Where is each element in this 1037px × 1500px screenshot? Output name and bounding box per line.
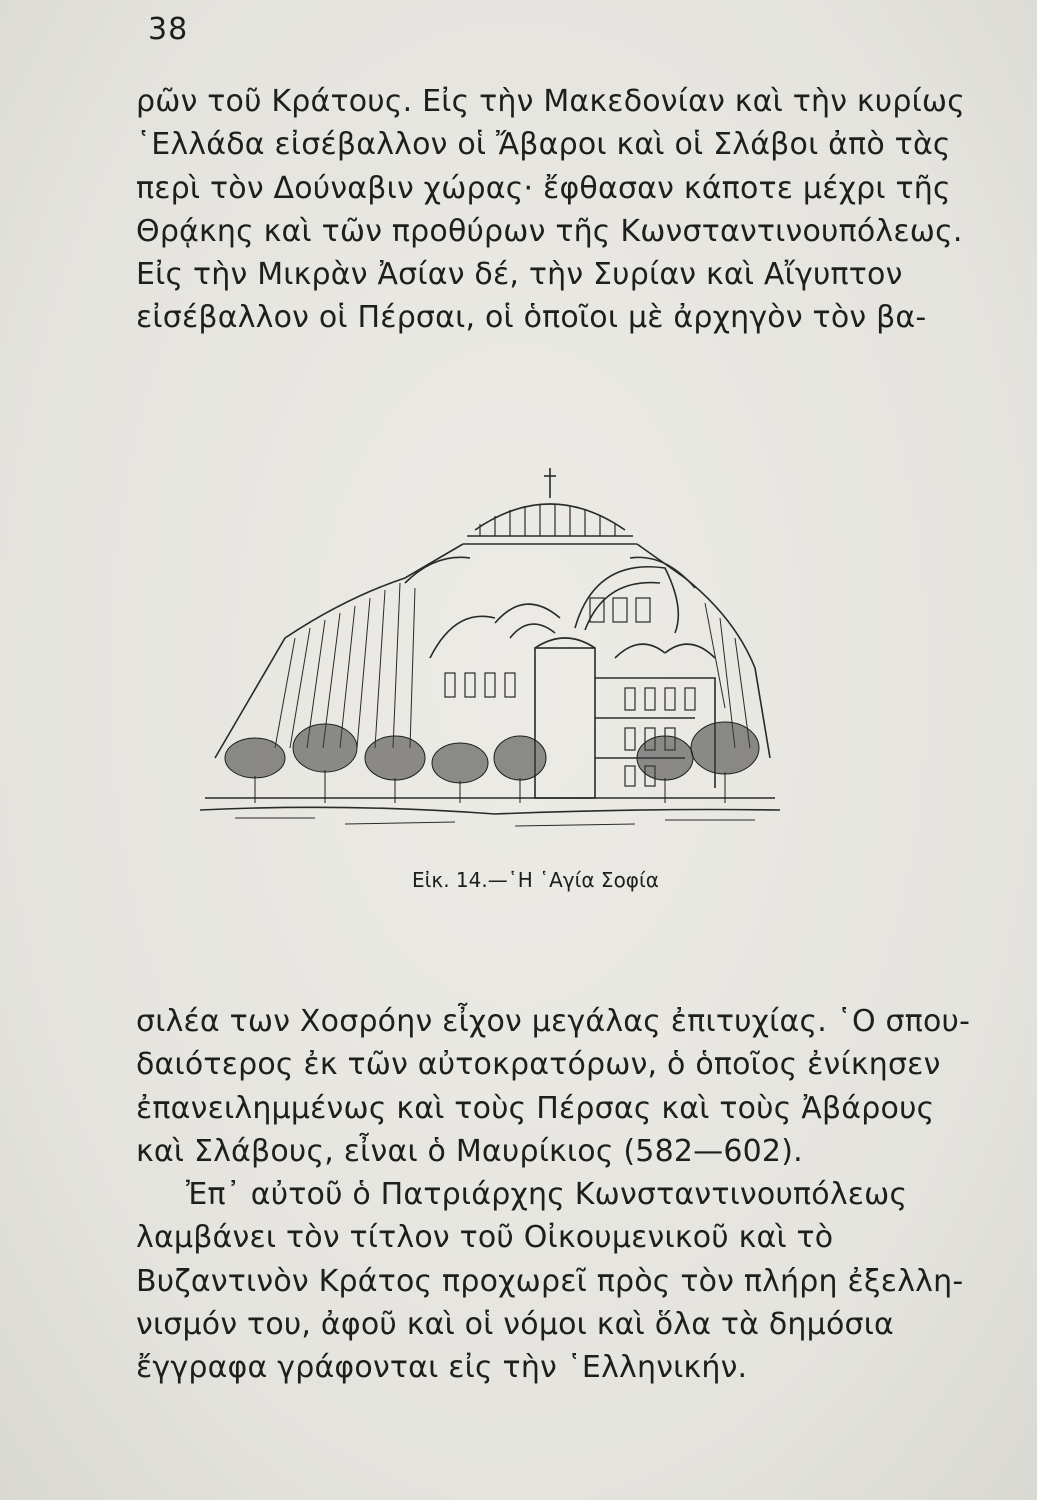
- text-line: δαιότερος ἐκ τῶν αὐτοκρατόρων, ὁ ὁποῖος ἐνίκησεν: [136, 1047, 941, 1083]
- hagia-sophia-illustration: [195, 458, 785, 858]
- top-paragraph: [136, 80, 1016, 340]
- text-line: Θρᾴκης καὶ τῶν προθύρων τῆς Κωνσταντινουπόλεως.: [136, 213, 963, 249]
- text-line: ἔγγραφα γράφονται εἰς τὴν ῾Ελληνικήν.: [136, 1350, 748, 1386]
- text-line: νισμόν του, ἀφοῦ καὶ οἱ νόμοι καὶ ὅλα τὰ δημόσια: [136, 1307, 895, 1343]
- text-line: Εἰς τὴν Μικρὰν Ἀσίαν δέ, τὴν Συρίαν καὶ Αἴγυπτον: [136, 257, 903, 293]
- text-line: λαμβάνει τὸν τίτλον τοῦ Οἰκουμενικοῦ καὶ τὸ: [136, 1220, 834, 1256]
- text-line: Βυζαντινὸν Κράτος προχωρεῖ πρὸς τὸν πλήρη ἐξελλη-: [136, 1263, 964, 1299]
- text-line: εἰσέβαλλον οἱ Πέρσαι, οἱ ὁποῖοι μὲ ἀρχηγὸν τὸν βα-: [136, 300, 927, 336]
- text-line: περὶ τὸν Δούναβιν χώρας· ἔφθασαν κάποτε μέχρι τῆς: [136, 170, 951, 206]
- bottom-paragraph: [136, 1000, 1016, 1390]
- page-number: 38: [148, 12, 189, 47]
- text-line: σιλέα των Χοσρόην εἶχον μεγάλας ἐπιτυχίας. ῾Ο σπου-: [136, 1004, 971, 1039]
- hagia-sophia-drawing: [195, 458, 785, 858]
- figure-caption: Εἰκ. 14.—῾Η ῾Αγία Σοφία: [412, 868, 659, 892]
- text-line: ῾Ελλάδα εἰσέβαλλον οἱ Ἄβαροι καὶ οἱ Σλάβοι ἀπὸ τὰς: [136, 127, 951, 163]
- text-line: ρῶν τοῦ Κράτους. Εἰς τὴν Μακεδονίαν καὶ τὴν κυρίως: [136, 84, 966, 119]
- text-line: ἐπανειλημμένως καὶ τοὺς Πέρσας καὶ τοὺς Ἀβάρους: [136, 1090, 935, 1126]
- text-line: καὶ Σλάβους, εἶναι ὁ Μαυρίκιος (582—602).: [136, 1133, 803, 1169]
- text-line: Ἐπ᾽ αὐτοῦ ὁ Πατριάρχης Κωνσταντινουπόλεως: [186, 1177, 908, 1213]
